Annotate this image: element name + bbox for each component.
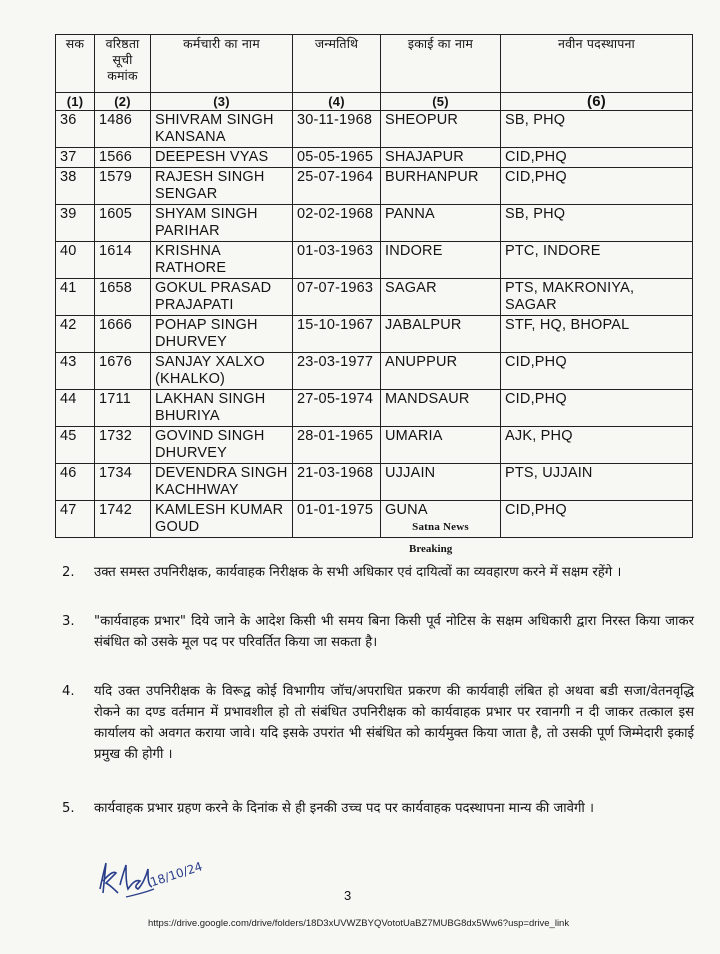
cell-posting: CID,PHQ [501,148,693,168]
cell-sno: 38 [56,168,95,205]
cell-seniority: 1579 [95,168,151,205]
cell-dob: 28-01-1965 [293,427,381,464]
cell-unit [381,501,501,538]
cell-name: GOKUL PRASAD PRAJAPATI [151,279,293,316]
header-name: कर्मचारी का नाम [151,35,293,93]
cell-sno: 40 [56,242,95,279]
cell-unit: SAGAR [381,279,501,316]
cell-seniority: 1486 [95,111,151,148]
cell-posting: CID,PHQ [501,168,693,205]
paragraph-text: "कार्यवाहक प्रभार" दिये जाने के आदेश किसी भी समय बिना किसी पूर्व नोटिस के सक्षम अधिकारी द्वारा निरस्त किया जाकर संबंधित को उसके मूल पद पर परिवर्तित किया जा सकता है। [94,614,694,650]
table-row [56,242,693,279]
cell-sno: 37 [56,148,95,168]
cell-name: DEVENDRA SINGH KACHHWAY [151,464,293,501]
cell-unit: MANDSAUR [381,390,501,427]
cell-name: SHIVRAM SINGH KANSANA [151,111,293,148]
cell-posting: PTC, INDORE [501,242,693,279]
header-dob: जन्मतिथि [293,35,381,93]
watermark-breaking: Breaking [409,543,453,555]
table-row [56,390,693,427]
cell-posting: CID,PHQ [501,501,693,538]
col-num-4: (4) [293,93,381,111]
cell-name: GOVIND SINGH DHURVEY [151,427,293,464]
table-row [56,111,693,148]
table-row [56,148,693,168]
paragraph-number: 3. [62,614,75,629]
cell-name: KRISHNA RATHORE [151,242,293,279]
cell-posting: SB, PHQ [501,111,693,148]
cell-unit: SHEOPUR [381,111,501,148]
cell-posting: CID,PHQ [501,390,693,427]
table-row [56,464,693,501]
cell-unit: JABALPUR [381,316,501,353]
cell-seniority: 1676 [95,353,151,390]
cell-posting: CID,PHQ [501,353,693,390]
cell-seniority: 1658 [95,279,151,316]
cell-sno: 44 [56,390,95,427]
cell-dob: 15-10-1967 [293,316,381,353]
cell-unit: PANNA [381,205,501,242]
cell-unit: BURHANPUR [381,168,501,205]
footer-drive-link[interactable]: https://drive.google.com/drive/folders/18D3xUVWZBYQVototUaBZ7MUBG8dx5Ww6?usp=drive_link [148,918,570,929]
cell-unit: INDORE [381,242,501,279]
cell-dob: 02-02-1968 [293,205,381,242]
cell-dob: 27-05-1974 [293,390,381,427]
cell-name: DEEPESH VYAS [151,148,293,168]
paragraph-number: 5. [62,801,75,816]
handwritten-signature [96,855,205,903]
cell-name: RAJESH SINGH SENGAR [151,168,293,205]
col-num-2: (2) [95,93,151,111]
table-row [56,279,693,316]
cell-dob: 23-03-1977 [293,353,381,390]
cell-seniority: 1742 [95,501,151,538]
cell-sno: 41 [56,279,95,316]
table-row [56,427,693,464]
svg-text:18/10/24: 18/10/24 [148,859,205,890]
watermark-satna-news: Satna News [412,521,469,533]
header-unit: इकाई का नाम [381,35,501,93]
cell-unit-text: GUNA [385,502,428,518]
cell-dob: 01-03-1963 [293,242,381,279]
cell-seniority: 1734 [95,464,151,501]
cell-unit: SHAJAPUR [381,148,501,168]
paragraph-number: 4. [62,684,75,699]
col-num-6: (6) [501,93,693,111]
cell-dob: 21-03-1968 [293,464,381,501]
cell-seniority: 1566 [95,148,151,168]
cell-name: KAMLESH KUMAR GOUD [151,501,293,538]
cell-sno: 36 [56,111,95,148]
header-sno: सक [56,35,95,93]
cell-sno: 43 [56,353,95,390]
cell-unit: ANUPPUR [381,353,501,390]
cell-posting: PTS, UJJAIN [501,464,693,501]
cell-seniority: 1614 [95,242,151,279]
paragraph-5 [62,798,698,842]
paragraph-text: कार्यवाहक प्रभार ग्रहण करने के दिनांक से ही इनकी उच्च पद पर कार्यवाहक पदस्थापना मान्य की जावेगी । [94,801,595,816]
cell-posting: PTS, MAKRONIYA, SAGAR [501,279,693,316]
cell-sno: 46 [56,464,95,501]
table-row [56,501,693,538]
col-num-3: (3) [151,93,293,111]
paragraph-3 [62,611,698,677]
cell-seniority: 1711 [95,390,151,427]
cell-posting: SB, PHQ [501,205,693,242]
cell-posting: STF, HQ, BHOPAL [501,316,693,353]
table-row [56,168,693,205]
cell-posting: AJK, PHQ [501,427,693,464]
paragraph-2 [62,562,698,606]
cell-unit: UMARIA [381,427,501,464]
cell-name: LAKHAN SINGH BHURIYA [151,390,293,427]
cell-sno: 45 [56,427,95,464]
header-posting: नवीन पदस्थापना [501,35,693,93]
page-number: 3 [344,888,352,903]
table-row [56,205,693,242]
table-header-row [56,35,693,93]
cell-dob: 01-01-1975 [293,501,381,538]
col-num-5: (5) [381,93,501,111]
table-row [56,353,693,390]
posting-table [55,34,693,538]
cell-dob: 07-07-1963 [293,279,381,316]
cell-seniority: 1605 [95,205,151,242]
header-seniority: वरिष्ठता सूची कमांक [95,35,151,93]
cell-seniority: 1732 [95,427,151,464]
cell-name: SANJAY XALXO (KHALKO) [151,353,293,390]
cell-sno: 47 [56,501,95,538]
table-row [56,316,693,353]
col-num-1: (1) [56,93,95,111]
cell-name: POHAP SINGH DHURVEY [151,316,293,353]
cell-sno: 39 [56,205,95,242]
cell-dob: 30-11-1968 [293,111,381,148]
cell-dob: 25-07-1964 [293,168,381,205]
cell-seniority: 1666 [95,316,151,353]
cell-sno: 42 [56,316,95,353]
paragraph-text: उक्त समस्त उपनिरीक्षक, कार्यवाहक निरीक्षक के सभी अधिकार एवं दायित्वों का व्यवहारण करने में सक्षम रहेंगे । [94,565,622,580]
paragraph-text: यदि उक्त उपनिरीक्षक के विरूद्व कोई विभागीय जॉच/अपराधित प्रकरण की कार्यवाही लंबित हो अथवा बडी सजा/वेतनवृद्धि रोकने का दण्ड वर्तमान में प्रभावशील हो तो संबंधित उपनिरीक्षक को कार्यवाहक प्रभार पर रवानगी न दी जाकर तत्काल इस कार्यालय को अवगत कराया जावे। यदि इसके उपरांत भी संबंधित को कार्यमुक्त किया जाता है, तो उसकी पूर्ण जिम्मेदारी इकाई प्रमुख की होगी । [94,684,694,762]
paragraph-number: 2. [62,565,75,580]
cell-unit: UJJAIN [381,464,501,501]
column-number-row [56,93,693,111]
cell-name: SHYAM SINGH PARIHAR [151,205,293,242]
cell-dob: 05-05-1965 [293,148,381,168]
paragraph-4 [62,681,698,793]
